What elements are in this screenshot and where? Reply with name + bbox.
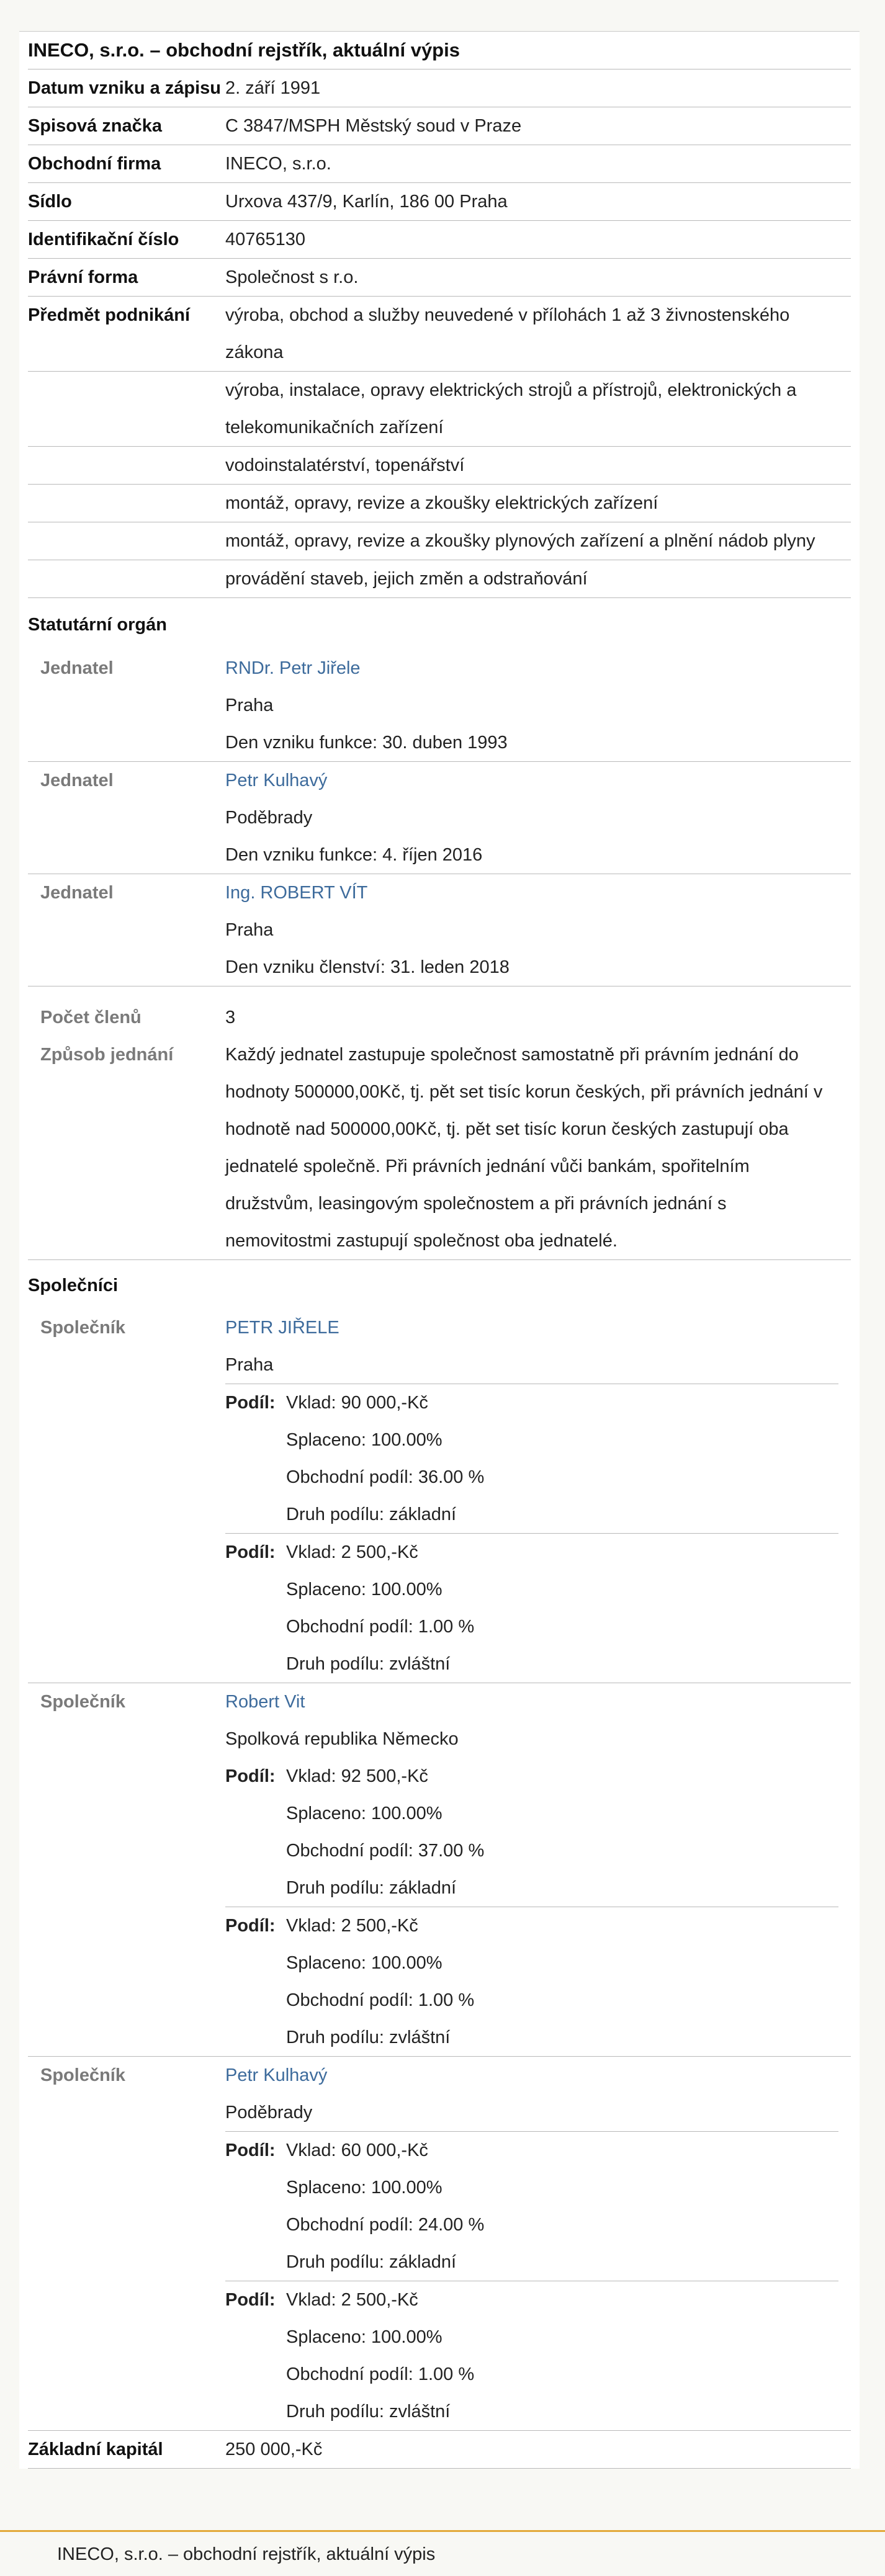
splaceno: Splaceno: 100.00%	[286, 2178, 443, 2198]
obchodni-podil: Obchodní podíl: 24.00 %	[286, 2215, 485, 2235]
predmet-row	[28, 371, 851, 446]
vklad: Vklad: 2 500,-Kč	[286, 1542, 418, 1562]
podil-block	[225, 2131, 838, 2281]
obchodni-podil: Obchodní podíl: 1.00 %	[286, 2364, 475, 2384]
row-value: C 3847/MSPH Městský soud v Praze	[225, 116, 522, 136]
footer-bar	[0, 2530, 885, 2576]
predmet-item: výroba, instalace, opravy elektrických strojů a přístrojů, elektronických a telekomunikačních zařízení	[225, 380, 797, 437]
zpusob-jednani-row	[28, 1036, 851, 1259]
druh-podilu: Druh podílu: základní	[286, 2252, 457, 2272]
person-place: Praha	[225, 1355, 274, 1375]
info-row-spisova-znacka	[28, 107, 851, 145]
person-place: Poděbrady	[225, 808, 313, 828]
podil-label: Podíl:	[225, 1766, 276, 1786]
row-label: Předmět podnikání	[28, 305, 191, 325]
podil-label: Podíl:	[225, 2290, 276, 2310]
role-label: Jednatel	[40, 883, 114, 903]
druh-podilu: Druh podílu: zvláštní	[286, 2028, 451, 2047]
predmet-item: provádění staveb, jejich změn a odstraňování	[225, 569, 588, 589]
druh-podilu: Druh podílu: základní	[286, 1505, 457, 1524]
row-label: Identifikační číslo	[28, 230, 179, 249]
splaceno: Splaceno: 100.00%	[286, 1804, 443, 1823]
role-label: Způsob jednání	[40, 1045, 174, 1065]
predmet-item: vodoinstalatérství, topenářství	[225, 455, 465, 475]
role-label: Počet členů	[40, 1008, 142, 1027]
obchodni-podil: Obchodní podíl: 37.00 %	[286, 1841, 485, 1861]
spolecnik-row	[28, 1309, 851, 1683]
druh-podilu: Druh podílu: zvláštní	[286, 2402, 451, 2422]
row-value: Urxova 437/9, Karlín, 186 00 Praha	[225, 192, 508, 212]
podil-label: Podíl:	[225, 2140, 276, 2160]
podil-label: Podíl:	[225, 1916, 276, 1936]
spolecnik-row	[28, 1683, 851, 2056]
vklad: Vklad: 90 000,-Kč	[286, 1393, 428, 1413]
row-value: 2. září 1991	[225, 78, 321, 98]
person-link[interactable]: RNDr. Petr Jiřele	[225, 658, 361, 678]
splaceno: Splaceno: 100.00%	[286, 2327, 443, 2347]
predmet-row	[28, 446, 851, 484]
obchodni-podil: Obchodní podíl: 1.00 %	[286, 1990, 475, 2010]
info-row-sidlo	[28, 182, 851, 220]
registry-extract	[19, 31, 860, 2469]
vklad: Vklad: 92 500,-Kč	[286, 1766, 428, 1786]
info-row-pravni-forma	[28, 258, 851, 296]
section-statutarni-organ: Statutární orgán	[28, 597, 851, 650]
vklad: Vklad: 2 500,-Kč	[286, 1916, 418, 1936]
druh-podilu: Druh podílu: zvláštní	[286, 1654, 451, 1674]
pocet-clenu-row	[28, 986, 851, 1036]
zpusob-jednani-text: Každý jednatel zastupuje společnost samostatně při právním jednání do hodnoty 500000,00Kč, tj. pět set tisíc korun českých, při právních jednání v hodnotě nad 500000,00Kč, tj. pět set tisíc korun českých zastupují oba jednatelé společně. Při právních jednání vůči bankám, spořitelním družstvům, leasingovým společnostem a při právních jednání s nemovitostmi zastupují společnost oba jednatelé.	[225, 1045, 823, 1251]
podil-label: Podíl:	[225, 1542, 276, 1562]
podil-block	[225, 1758, 838, 1907]
row-label: Sídlo	[28, 192, 72, 212]
vklad: Vklad: 2 500,-Kč	[286, 2290, 418, 2310]
person-link[interactable]: Robert Vit	[225, 1692, 305, 1712]
zakladni-kapital-row	[28, 2430, 851, 2469]
person-link[interactable]: Petr Kulhavý	[225, 771, 328, 790]
podil-label: Podíl:	[225, 1393, 276, 1413]
person-link[interactable]: Petr Kulhavý	[225, 2065, 328, 2085]
info-row-ico	[28, 220, 851, 258]
role-label: Společník	[40, 1692, 125, 1712]
row-label: Obchodní firma	[28, 154, 161, 174]
person-since: Den vzniku funkce: 4. říjen 2016	[225, 845, 483, 865]
jednatel-row	[28, 650, 851, 761]
page-title: INECO, s.r.o. – obchodní rejstřík, aktuální výpis	[28, 39, 460, 61]
obchodni-podil: Obchodní podíl: 36.00 %	[286, 1467, 485, 1487]
jednatel-row	[28, 874, 851, 986]
row-label: Spisová značka	[28, 116, 162, 136]
role-label: Společník	[40, 2065, 125, 2085]
person-place: Poděbrady	[225, 2103, 313, 2122]
person-since: Den vzniku funkce: 30. duben 1993	[225, 733, 508, 753]
predmet-row	[28, 560, 851, 597]
role-label: Společník	[40, 1318, 125, 1338]
splaceno: Splaceno: 100.00%	[286, 1430, 443, 1450]
person-link[interactable]: Ing. ROBERT VÍT	[225, 883, 368, 903]
row-value: INECO, s.r.o.	[225, 154, 331, 174]
footer-title: INECO, s.r.o. – obchodní rejstřík, aktuální výpis	[57, 2544, 436, 2564]
predmet-item: montáž, opravy, revize a zkoušky plynových zařízení a plnění nádob plyny	[225, 531, 815, 551]
person-since: Den vzniku členství: 31. leden 2018	[225, 957, 510, 977]
splaceno: Splaceno: 100.00%	[286, 1580, 443, 1599]
person-place: Spolková republika Německo	[225, 1729, 459, 1749]
splaceno: Splaceno: 100.00%	[286, 1953, 443, 1973]
section-spolecnici: Společníci	[28, 1259, 851, 1309]
row-value: 40765130	[225, 230, 306, 249]
row-label: Právní forma	[28, 267, 138, 287]
jednatel-row	[28, 761, 851, 874]
pocet-clenu-value: 3	[225, 1008, 236, 1027]
zakladni-kapital-value: 250 000,-Kč	[225, 2440, 323, 2459]
predmet-item: montáž, opravy, revize a zkoušky elektrických zařízení	[225, 493, 658, 513]
predmet-row	[28, 484, 851, 522]
row-value: Společnost s r.o.	[225, 267, 359, 287]
obchodni-podil: Obchodní podíl: 1.00 %	[286, 1617, 475, 1637]
person-place: Praha	[225, 920, 274, 940]
info-row-datum	[28, 69, 851, 107]
row-label: Datum vzniku a zápisu	[28, 78, 222, 98]
druh-podilu: Druh podílu: základní	[286, 1878, 457, 1898]
predmet-item: výroba, obchod a služby neuvedené v přílohách 1 až 3 živnostenského zákona	[225, 305, 790, 362]
podil-block	[225, 1533, 838, 1683]
podil-block	[225, 1907, 838, 2056]
person-link[interactable]: PETR JIŘELE	[225, 1318, 339, 1338]
predmet-row	[28, 296, 851, 371]
person-place: Praha	[225, 695, 274, 715]
vklad: Vklad: 60 000,-Kč	[286, 2140, 428, 2160]
podil-block	[225, 1384, 838, 1533]
podil-block	[225, 2281, 838, 2430]
role-label: Jednatel	[40, 771, 114, 790]
info-row-obchodni-firma	[28, 145, 851, 182]
predmet-row	[28, 522, 851, 560]
spolecnik-row	[28, 2056, 851, 2430]
row-label: Základní kapitál	[28, 2440, 163, 2459]
role-label: Jednatel	[40, 658, 114, 678]
